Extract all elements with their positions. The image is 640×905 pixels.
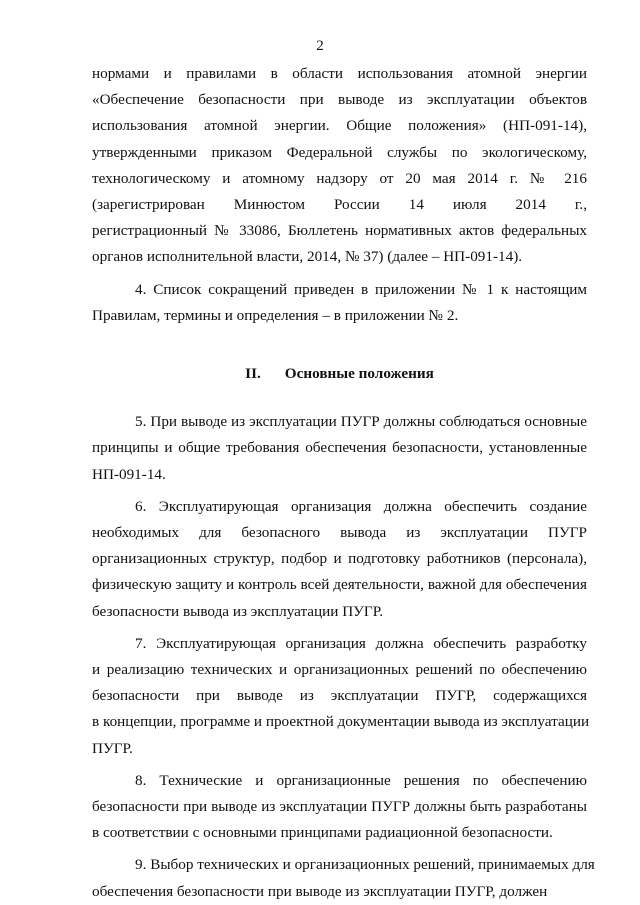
text-line: принципы и общие требования обеспечения безопасности, установленные (92, 439, 587, 457)
paragraphs-top (92, 61, 587, 329)
text-line: использования атомной энергии. Общие положения» (НП-091-14), (92, 117, 587, 135)
text-line: «Обеспечение безопасности при выводе из эксплуатации объектов (92, 91, 587, 109)
section-title: Основные положения (284, 365, 434, 383)
text-line: 6. Эксплуатирующая организация должна обеспечить создание (135, 497, 587, 515)
section-heading (92, 361, 587, 387)
text-line: 5. При выводе из эксплуатации ПУГР должны соблюдаться основные (135, 413, 587, 431)
text-line: безопасности при выводе из эксплуатации ПУГР, содержащихся (92, 687, 587, 705)
paragraphs-bottom (92, 409, 595, 905)
text-line: 4. Список сокращений приведен в приложении № 1 к настоящим (135, 280, 587, 298)
text-line: безопасности при выводе из эксплуатации ПУГР должны быть разработаны (92, 798, 587, 816)
text-line: обеспечения безопасности при выводе из эксплуатации ПУГР, должен (92, 882, 548, 900)
paragraph-p-9 (92, 852, 595, 904)
text-line: физическую защиту и контроль всей деятельности, важной для обеспечения (92, 576, 587, 594)
paragraph-p-5 (92, 409, 587, 488)
paragraph-p-intro-cont (92, 61, 587, 271)
document-body (92, 61, 595, 905)
paragraph-p-8 (92, 768, 587, 847)
text-line: 7. Эксплуатирующая организация должна обеспечить разработку (135, 634, 587, 652)
paragraph-p-6 (92, 494, 587, 625)
text-line: и реализацию технических и организационных решений по обеспечению (92, 661, 587, 679)
text-line: безопасности вывода из эксплуатации ПУГР. (92, 602, 384, 620)
text-line: в соответствии с основными принципами радиационной безопасности. (92, 824, 553, 842)
paragraph-p-7 (92, 631, 590, 762)
text-line: 8. Технические и организационные решения по обеспечению (135, 771, 587, 789)
text-line: регистрационный № 33086, Бюллетень нормативных актов федеральных (92, 222, 587, 240)
text-line: необходимых для безопасного вывода из эксплуатации ПУГР (92, 524, 587, 542)
text-line: утвержденными приказом Федеральной службы по экологическому, (92, 143, 587, 161)
text-line: в концепции, программе и проектной документации вывода из эксплуатации (92, 713, 590, 731)
text-line: нормами и правилами в области использования атомной энергии (92, 65, 587, 82)
text-line: организационных структур, подбор и подготовку работников (персонала), (92, 550, 587, 568)
section-number: II. (245, 365, 261, 383)
text-line: 9. Выбор технических и организационных решений, принимаемых для (135, 856, 595, 874)
text-line: (зарегистрирован Минюстом России 14 июля 2014 г., (92, 196, 587, 214)
text-line: технологическому и атомному надзору от 20 мая 2014 г. № 216 (92, 169, 587, 187)
text-line: органов исполнительной власти, 2014, № 37) (далее – НП-091-14). (92, 248, 523, 266)
paragraph-p-4 (92, 277, 587, 329)
text-line: Правилам, термины и определения – в приложении № 2. (92, 306, 459, 324)
text-line: ПУГР. (92, 739, 133, 757)
text-line: НП-091-14. (92, 465, 166, 483)
page-number: 2 (316, 38, 324, 54)
